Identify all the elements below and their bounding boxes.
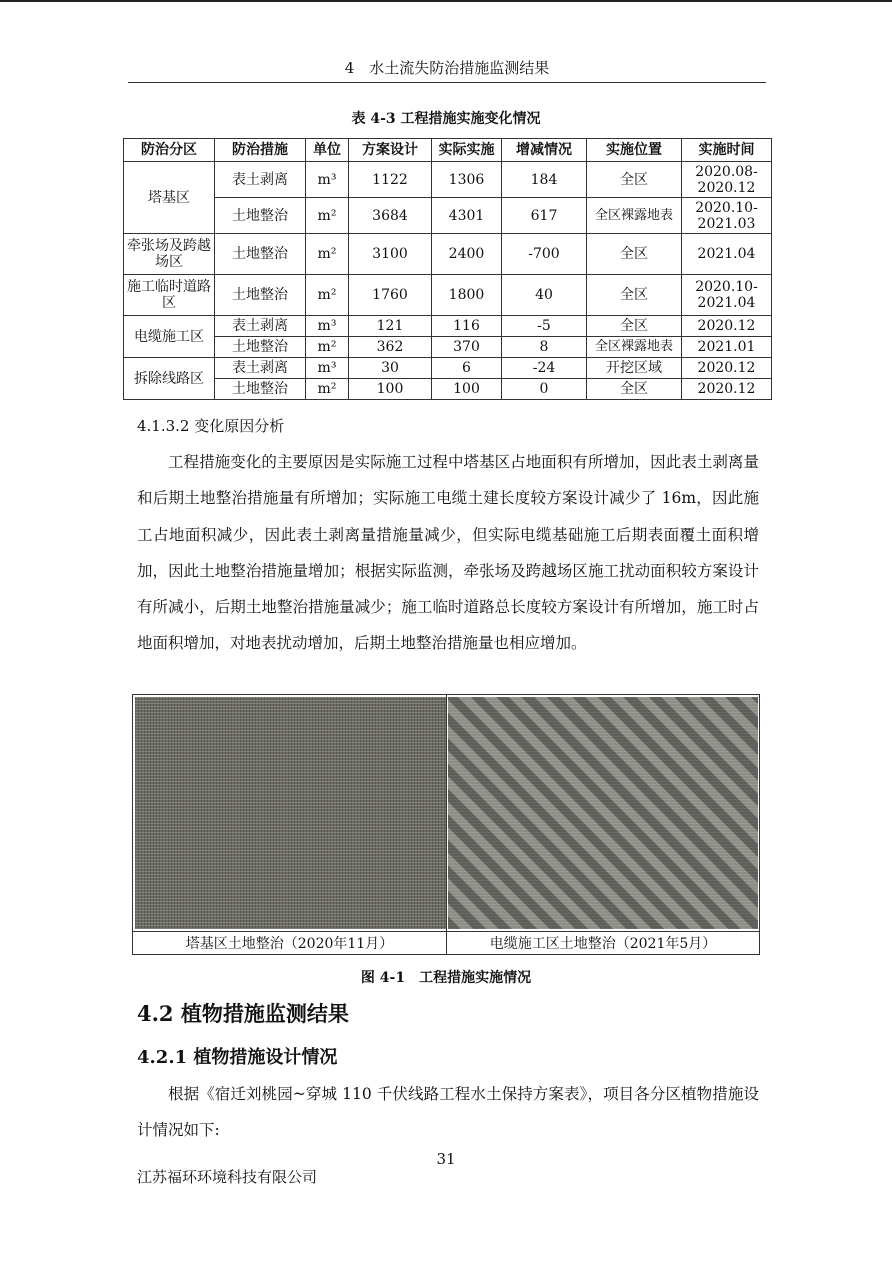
design-cell: 1760: [349, 275, 432, 316]
table-row: [124, 316, 772, 337]
column-header: 方案设计: [349, 139, 432, 162]
actual-cell: 6: [432, 358, 502, 379]
measure-cell: 土地整治: [215, 275, 306, 316]
zone-cell: 塔基区: [124, 162, 215, 234]
actual-cell: 1800: [432, 275, 502, 316]
location-cell: 全区: [587, 234, 682, 275]
zone-cell: 施工临时道路区: [124, 275, 215, 316]
cable-area-photo: [448, 697, 758, 929]
table-row: [124, 162, 772, 198]
unit-cell: m²: [306, 275, 349, 316]
zone-cell: 牵张场及跨越场区: [124, 234, 215, 275]
footer-company: 江苏福环环境科技有限公司: [137, 1168, 318, 1186]
design-cell: 3100: [349, 234, 432, 275]
tower-area-photo: [135, 697, 446, 929]
location-cell: 全区裸露地表: [587, 198, 682, 234]
page-number: 31: [436, 1150, 456, 1168]
time-cell: 2020.10-2021.04: [682, 275, 772, 316]
actual-cell: 4301: [432, 198, 502, 234]
figure-photo-frame: [132, 694, 760, 955]
unit-cell: m²: [306, 379, 349, 400]
unit-cell: m²: [306, 337, 349, 358]
change-cell: -5: [502, 316, 587, 337]
time-cell: 2020.12: [682, 358, 772, 379]
unit-cell: m²: [306, 198, 349, 234]
photo-divider: [446, 695, 447, 954]
actual-cell: 1306: [432, 162, 502, 198]
left-photo-caption: 塔基区土地整治（2020年11月）: [185, 936, 394, 952]
change-cell: 40: [502, 275, 587, 316]
time-cell: 2021.04: [682, 234, 772, 275]
change-cell: 0: [502, 379, 587, 400]
change-cell: -700: [502, 234, 587, 275]
design-cell: 1122: [349, 162, 432, 198]
table-row: [124, 379, 772, 400]
column-header: 实施时间: [682, 139, 772, 162]
change-cell: -24: [502, 358, 587, 379]
design-cell: 3684: [349, 198, 432, 234]
actual-cell: 370: [432, 337, 502, 358]
column-header: 单位: [306, 139, 349, 162]
time-cell: 2020.10-2021.03: [682, 198, 772, 234]
measure-cell: 表土剥离: [215, 358, 306, 379]
location-cell: 全区裸露地表: [587, 337, 682, 358]
right-photo-caption: 电缆施工区土地整治（2021年5月）: [489, 936, 717, 952]
unit-cell: m³: [306, 162, 349, 198]
design-cell: 100: [349, 379, 432, 400]
measure-cell: 表土剥离: [215, 316, 306, 337]
table-row: [124, 198, 772, 234]
table-header-row: [124, 139, 772, 162]
table-row: [124, 234, 772, 275]
section-title-4-2: 4.2 植物措施监测结果: [137, 1001, 349, 1026]
running-header: 4 水土流失防治措施监测结果: [344, 59, 550, 77]
actual-cell: 100: [432, 379, 502, 400]
location-cell: 全区: [587, 379, 682, 400]
change-cell: 617: [502, 198, 587, 234]
design-cell: 362: [349, 337, 432, 358]
time-cell: 2020.08-2020.12: [682, 162, 772, 198]
unit-cell: m²: [306, 234, 349, 275]
time-cell: 2020.12: [682, 379, 772, 400]
photo-caption-rule: [133, 931, 759, 932]
time-cell: 2021.01: [682, 337, 772, 358]
actual-cell: 2400: [432, 234, 502, 275]
change-cell: 8: [502, 337, 587, 358]
design-cell: 30: [349, 358, 432, 379]
column-header: 防治分区: [124, 139, 215, 162]
section-heading: 4.1.3.2 变化原因分析: [137, 417, 285, 435]
intro-paragraph: 根据《宿迁刘桃园~穿城 110 千伏线路工程水土保持方案表》，项目各分区植物措施设计情况如下:: [137, 1085, 759, 1140]
column-header: 防治措施: [215, 139, 306, 162]
table-row: [124, 275, 772, 316]
measure-cell: 土地整治: [215, 379, 306, 400]
column-header: 实际实施: [432, 139, 502, 162]
figure-caption: 图 4-1 工程措施实施情况: [360, 970, 532, 986]
time-cell: 2020.12: [682, 316, 772, 337]
measures-table: [123, 138, 772, 400]
design-cell: 121: [349, 316, 432, 337]
location-cell: 全区: [587, 162, 682, 198]
analysis-paragraph: 工程措施变化的主要原因是实际施工过程中塔基区占地面积有所增加，因此表土剥离量和后期土地整治措施量有所增加；实际施工电缆土建长度较方案设计减少了 16m，因此施工占地面积减少，因此表土剥离量措施量减少，但实际电缆基础施工后期表面覆土面积增加，因此土地整治措施量增加；根据实际监测，牵张场及跨越场区施工扰动面积较方案设计有所减小，后期土地整治措施量减少；施工临时道路总长度较方案设计有所增加，施工时占地面积增加，对地表扰动增加，后期土地整治措施量也相应增加。: [137, 453, 759, 653]
measure-cell: 土地整治: [215, 234, 306, 275]
location-cell: 全区: [587, 275, 682, 316]
unit-cell: m³: [306, 316, 349, 337]
measure-cell: 土地整治: [215, 337, 306, 358]
unit-cell: m³: [306, 358, 349, 379]
measure-cell: 土地整治: [215, 198, 306, 234]
column-header: 实施位置: [587, 139, 682, 162]
location-cell: 开挖区域: [587, 358, 682, 379]
change-cell: 184: [502, 162, 587, 198]
actual-cell: 116: [432, 316, 502, 337]
zone-cell: 拆除线路区: [124, 358, 215, 400]
zone-cell: 电缆施工区: [124, 316, 215, 358]
header-rule: [128, 82, 766, 83]
table-row: [124, 358, 772, 379]
table-caption: 表 4-3 工程措施实施变化情况: [351, 111, 541, 127]
table-row: [124, 337, 772, 358]
page-top-border: [0, 0, 892, 2]
location-cell: 全区: [587, 316, 682, 337]
measure-cell: 表土剥离: [215, 162, 306, 198]
subsection-title-4-2-1: 4.2.1 植物措施设计情况: [137, 1047, 338, 1068]
column-header: 增减情况: [502, 139, 587, 162]
